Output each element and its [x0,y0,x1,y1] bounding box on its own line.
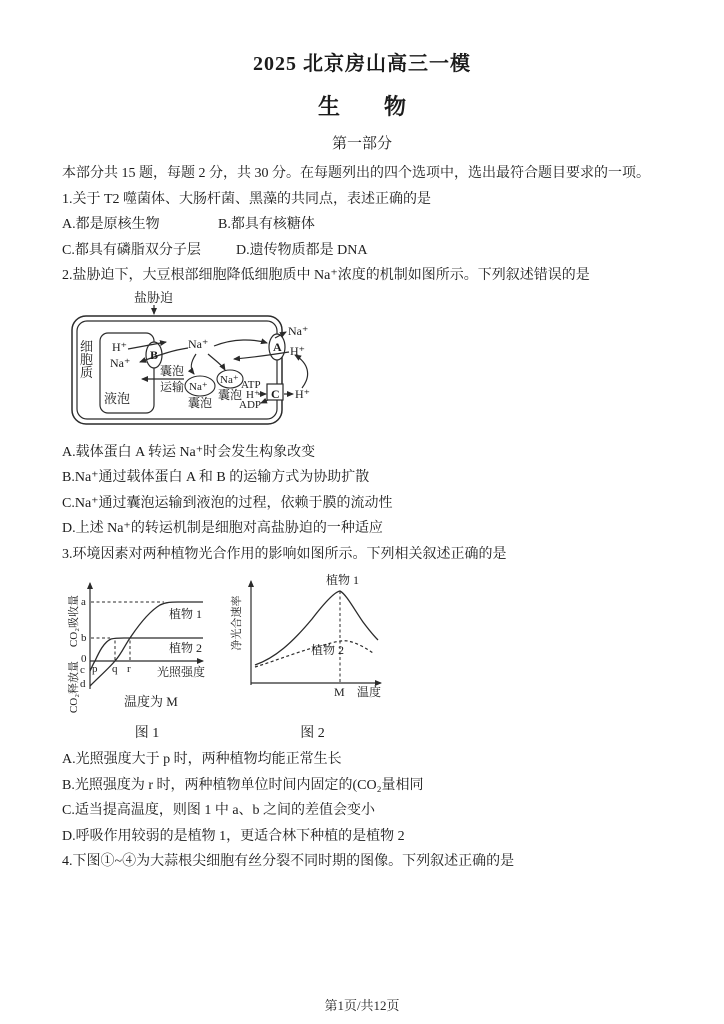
fig1-ylabel-bottom: CO₂释放量 [68,660,80,714]
subject-title: 生 物 [317,94,406,119]
q1-option-b: B.都具有核糖体 [218,217,315,232]
vesicle-transport-label-1: 囊泡 [160,363,185,378]
na-to-protein-a-arrow [214,339,267,345]
q3-option-d: D.呼吸作用较弱的是植物 1，更适合林下种植的是植物 2 [62,828,405,844]
fig1-series1-label: 植物 1 [169,607,203,621]
h-outside-a-label: H⁺ [290,343,305,358]
fig1-series2-label: 植物 2 [169,641,203,655]
q2-cell-diagram [62,291,318,438]
q1-stem: 1.关于 T2 噬菌体、大肠杆菌、黑藻的共同点，表述正确的是 [62,191,432,207]
h-into-c-label: H⁺ [246,388,260,401]
page-title: 2025 北京房山高三一模 [253,53,471,75]
q3-stem: 3.环境因素对两种植物光合作用的影响如图所示。下列相关叙述正确的是 [62,546,507,562]
protein-b-label: B [150,347,159,362]
cell-diagram-figure [62,291,318,438]
fig2-xtick-m: M [334,685,345,699]
h-outside-c-label: H⁺ [295,386,310,401]
vesicle-transport-label-2: 运输 [160,379,185,394]
salt-stress-label: 盐胁迫 [134,289,174,305]
adp-label: ADP [239,398,262,411]
fig1-caption: 图 1 [134,726,160,741]
na-to-vesicle2-arrow [208,354,225,370]
protein-c-label: C [271,386,280,401]
vacuole-label: 液泡 [104,390,131,406]
fig1-ytick-0: 0 [81,653,87,665]
q2-option-d: D.上述 Na⁺的转运机制是细胞对高盐胁迫的一种适应 [62,521,383,536]
h-vacuole-label: H⁺ [112,339,127,354]
fig1-note: 温度为 M [124,694,178,709]
q2-option-c: C.Na⁺通过囊泡运输到液泡的过程，依赖于膜的流动性 [62,495,393,511]
q1-option-c: C.都具有磷脂双分子层 [62,242,201,258]
fig1-ytick-a: a [81,596,86,608]
na-vesicle2-label: Na⁺ [220,373,239,386]
q1-option-a: A.都是原核生物 [62,217,160,232]
fig1-xtick-r: r [127,663,131,675]
q2-stem: 2.盐胁迫下，大豆根部细胞降低细胞质中 Na⁺浓度的机制如图所示。下列叙述错误的是 [62,268,590,283]
q2-option-b: B.Na⁺通过载体蛋白 A 和 B 的运输方式为协助扩散 [62,470,370,485]
atp-label: ATP [241,378,261,391]
vesicle2-label: 囊泡 [218,387,243,402]
na-center-label: Na⁺ [188,336,209,351]
fig2-series2-label: 植物 2 [311,643,345,657]
section-heading: 第一部分 [331,136,392,152]
cytoplasm-label: 细胞质 [80,338,94,380]
fig2-ylabel: 净光合速率 [231,595,243,651]
fig2-xlabel: 温度 [357,685,382,699]
q1-options-row1 [62,212,662,238]
fig2-caption: 图 2 [300,726,325,741]
na-vesicle1-label: Na⁺ [189,380,208,393]
q3-option-b: B.光照强度为 r 时，两种植物单位时间内固定的(CO₂量相同 [62,777,424,793]
q3-option-c: C.适当提高温度，则图 1 中 a、b 之间的差值会变小 [62,803,376,818]
na-to-vesicle1-arrow [191,354,196,374]
vesicle1-label: 囊泡 [188,395,213,410]
q3-option-a: A.光照强度大于 p 时，两种植物均能正常生长 [62,752,342,767]
fig1-ytick-b: b [81,632,87,644]
page-number: 第1页/共12页 [324,998,400,1013]
figure-1 [62,569,232,744]
fig1-xlabel: 光照强度 [157,665,206,679]
protein-a-label: A [273,339,282,354]
fig1-ytick-d: d [80,678,86,690]
fig1-ytick-c: c [80,664,85,676]
fig1-ylabel-top: CO₂吸收量 [68,594,80,648]
fig2-series1-label: 植物 1 [326,573,360,587]
na-out-label: Na⁺ [288,323,309,338]
fig1-xtick-q: q [112,663,118,675]
q1-options-row2 [62,238,662,264]
fig1-xtick-p: p [92,663,98,675]
q2-option-a: A.载体蛋白 A 转运 Na⁺时会发生构象改变 [62,444,316,460]
na-vacuole-label: Na⁺ [110,355,131,370]
q1-option-d: D.遗传物质都是 DNA [236,242,368,258]
q4-stem: 4.下图①~④为大蒜根尖细胞有丝分裂不同时期的图像。下列叙述正确的是 [62,854,515,869]
figure-2 [230,569,395,744]
adp-arrow [261,400,268,403]
intro-text: 本部分共 15 题，每题 2 分，共 30 分。在每题列出的四个选项中，选出最符合题目要求的一项。 [62,166,650,181]
h-recycle-arrow [295,355,308,388]
q3-charts [62,569,662,747]
